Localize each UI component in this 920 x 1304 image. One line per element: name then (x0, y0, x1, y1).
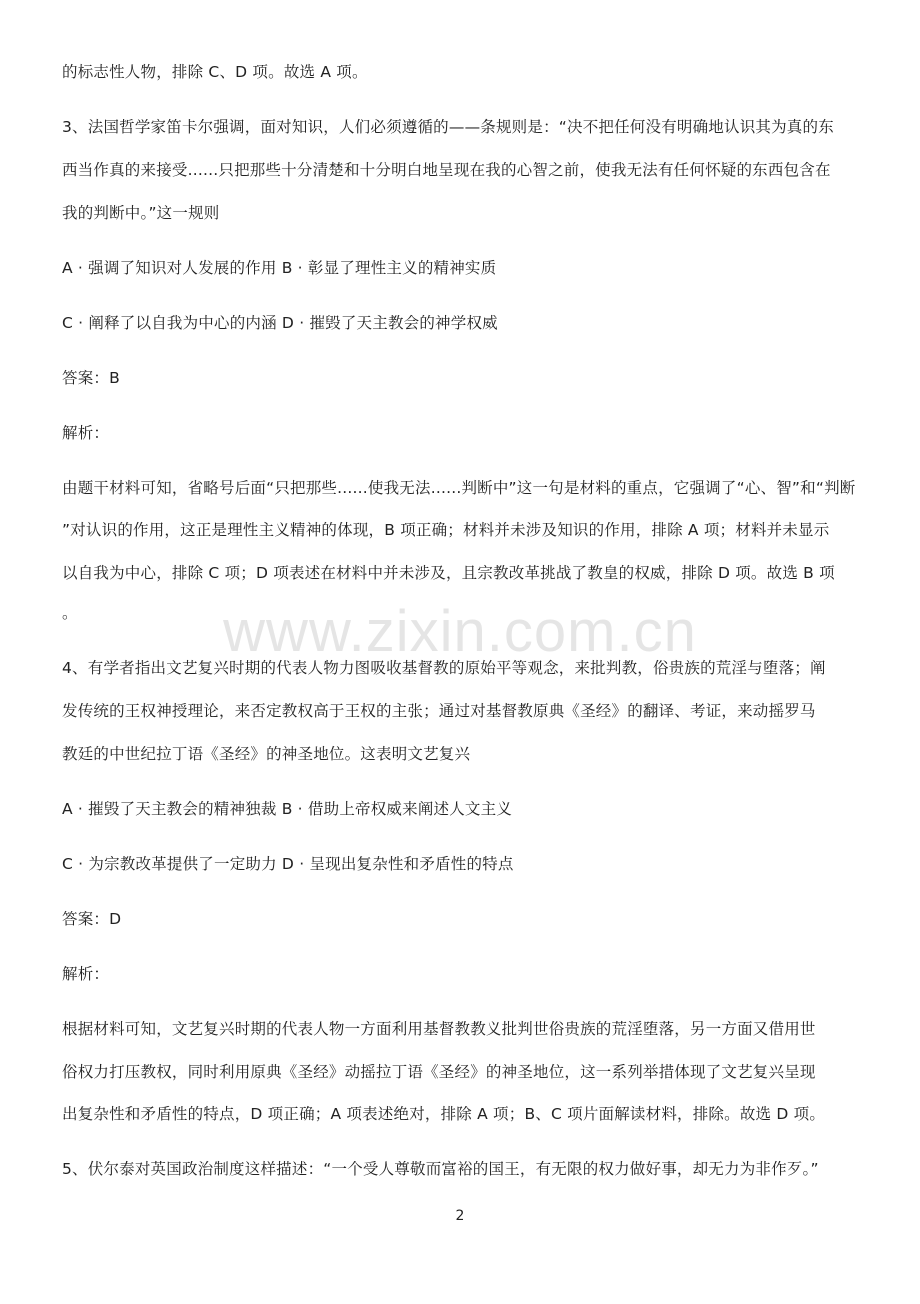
question-4-analysis: 根据材料可知，文艺复兴时期的代表人物一方面利用基督教教义批判世俗贵族的荒淫堕落，另一方面又借用世 (62, 1020, 816, 1038)
text-line: 的标志性人物，排除 C、D 项。故选 A 项。 (62, 63, 368, 81)
question-3-stem: 3、法国哲学家笛卡尔强调，面对知识，人们必须遵循的——条规则是：“决不把任何没有明确地认识其为真的东 (62, 118, 834, 136)
text-line: ”对认识的作用，这正是理性主义精神的体现，B 项正确；材料并未涉及知识的作用，排除 A 项；材料并未显示 (62, 521, 830, 539)
text-line: 俗权力打压教权，同时利用原典《圣经》动摇拉丁语《圣经》的神圣地位，这一系列举措体现了文艺复兴呈现 (62, 1063, 816, 1081)
text-line: 。 (62, 604, 78, 622)
text-line: 西当作真的来接受......只把那些十分清楚和十分明白地呈现在我的心智之前，使我无法有任何怀疑的东西包含在 (62, 161, 831, 179)
text-line: 出复杂性和矛盾性的特点，D 项正确；A 项表述绝对，排除 A 项；B、C 项片面解读材料，排除。故选 D 项。 (62, 1105, 826, 1123)
question-3-analysis-label: 解析： (62, 424, 110, 442)
question-3-answer: 答案：B (62, 369, 120, 387)
watermark: www.zixin.com.cn (223, 599, 697, 664)
question-3-options-cd: C · 阐释了以自我为中心的内涵 D · 摧毁了天主教会的神学权威 (62, 314, 498, 332)
question-4-options-ab: A · 摧毁了天主教会的精神独裁 B · 借助上帝权威来阐述人文主义 (62, 800, 513, 818)
page-number: 2 (455, 1208, 465, 1224)
question-4-options-cd: C · 为宗教改革提供了一定助力 D · 呈现出复杂性和矛盾性的特点 (62, 855, 514, 873)
question-4-answer: 答案：D (62, 910, 122, 928)
text-line: 我的判断中。”这一规则 (62, 204, 220, 222)
question-3-options-ab: A · 强调了知识对人发展的作用 B · 彰显了理性主义的精神实质 (62, 259, 497, 277)
text-line: 教廷的中世纪拉丁语《圣经》的神圣地位。这表明文艺复兴 (62, 745, 471, 763)
question-5-stem: 5、伏尔泰对英国政治制度这样描述：“一个受人尊敬而富裕的国王，有无限的权力做好事，却无力为非作歹。” (62, 1160, 819, 1178)
question-3-analysis: 由题干材料可知，省略号后面“只把那些......使我无法......判断中”这一句是材料的重点，它强调了“心、智”和“判断 (62, 479, 856, 497)
text-line: 以自我为中心，排除 C 项；D 项表述在材料中并未涉及，且宗教改革挑战了教皇的权威，排除 D 项。故选 B 项 (62, 564, 835, 582)
question-4-analysis-label: 解析： (62, 965, 110, 983)
question-4-stem: 4、有学者指出文艺复兴时期的代表人物力图吸收基督教的原始平等观念，来批判教，俗贵族的荒淫与堕落；阐 (62, 659, 826, 677)
text-line: 发传统的王权神授理论，来否定教权高于王权的主张；通过对基督教原典《圣经》的翻译、考证，来动摇罗马 (62, 702, 816, 720)
